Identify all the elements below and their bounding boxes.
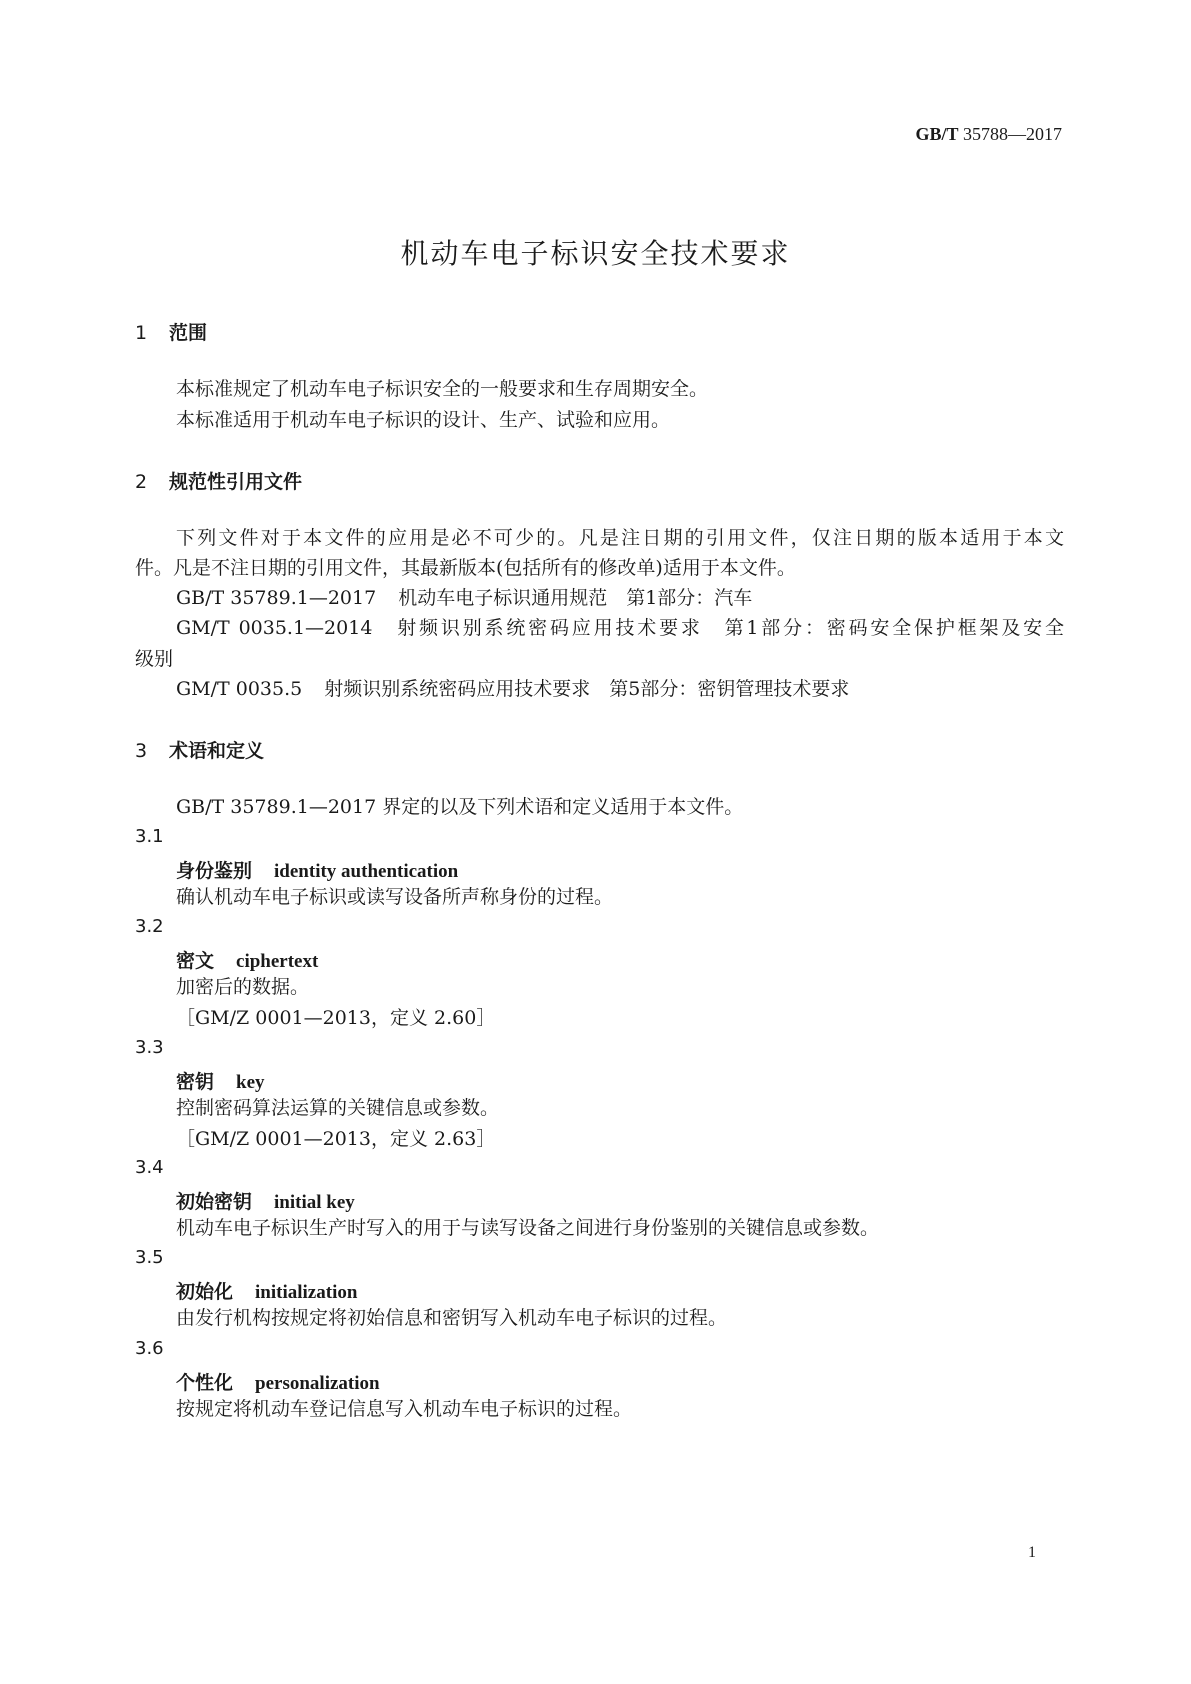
term-definition: 加密后的数据。 (176, 976, 310, 998)
page-number: 1 (1028, 1544, 1036, 1561)
term-definition: 控制密码算法运算的关键信息或参数。 (176, 1097, 500, 1119)
paragraph-continued: 件。凡是不注日期的引用文件，其最新版本(包括所有的修改单)适用于本文件。 (135, 557, 796, 579)
term-en: ciphertext (236, 951, 319, 972)
paragraph: 本标准规定了机动车电子标识安全的一般要求和生存周期安全。 (176, 378, 709, 400)
term-name (176, 1277, 357, 1304)
term-zh: 密文 (176, 950, 215, 972)
term-en: initial key (274, 1192, 355, 1213)
term-number: 3.6 (135, 1338, 164, 1359)
term-name (176, 1187, 355, 1214)
term-number: 3.3 (135, 1037, 164, 1058)
section-1-heading (135, 318, 207, 345)
term-zh: 身份鉴别 (176, 860, 253, 882)
paragraph: 下列文件对于本文件的应用是必不可少的。凡是注日期的引用文件，仅注日期的版本适用于本文 (176, 527, 1064, 549)
term-zh: 初始化 (176, 1281, 234, 1303)
document-title: 机动车电子标识安全技术要求 (400, 237, 791, 270)
section-3-heading (135, 736, 264, 763)
paragraph: 本标准适用于机动车电子标识的设计、生产、试验和应用。 (176, 409, 671, 431)
paragraph: GB/T 35789.1—2017 界定的以及下列术语和定义适用于本文件。 (176, 796, 744, 818)
term-name (176, 856, 458, 883)
reference-item (176, 673, 849, 705)
section-number: 3 (135, 740, 148, 762)
reference-code: GM/T 0035.5 (176, 678, 303, 700)
reference-code: GB/T 35789.1—2017 (176, 587, 377, 609)
term-name (176, 946, 318, 973)
reference-code: GM/T 0035.1—2014 (176, 617, 373, 639)
term-number: 3.4 (135, 1157, 164, 1178)
term-zh: 初始密钥 (176, 1191, 253, 1213)
section-number: 2 (135, 471, 148, 493)
term-en: identity authentication (274, 861, 459, 882)
section-number: 1 (135, 322, 148, 344)
section-title: 范围 (169, 322, 208, 344)
reference-title: 射频识别系统密码应用技术要求 第1部分：密码安全保护框架及安全 (394, 617, 1064, 639)
term-zh: 个性化 (176, 1372, 234, 1394)
term-en: initialization (255, 1282, 358, 1303)
reference-item (176, 612, 1064, 644)
term-source: ［GM/Z 0001—2013，定义 2.60］ (176, 1007, 496, 1029)
standard-number: 35788—2017 (963, 124, 1062, 144)
reference-title: 机动车电子标识通用规范 第1部分：汽车 (398, 587, 753, 609)
term-definition: 机动车电子标识生产时写入的用于与读写设备之间进行身份鉴别的关键信息或参数。 (176, 1217, 880, 1239)
section-title: 规范性引用文件 (169, 471, 303, 493)
term-definition: 确认机动车电子标识或读写设备所声称身份的过程。 (176, 886, 614, 908)
term-number: 3.1 (135, 826, 164, 847)
section-title: 术语和定义 (169, 740, 265, 762)
term-number: 3.2 (135, 916, 164, 937)
reference-title-continued: 级别 (135, 648, 174, 670)
term-name (176, 1067, 265, 1094)
reference-title: 射频识别系统密码应用技术要求 第5部分：密钥管理技术要求 (324, 678, 850, 700)
standard-prefix: GB/T (915, 124, 959, 144)
term-number: 3.5 (135, 1247, 164, 1268)
term-source: ［GM/Z 0001—2013，定义 2.63］ (176, 1128, 496, 1150)
term-en: personalization (255, 1373, 380, 1394)
term-definition: 由发行机构按规定将初始信息和密钥写入机动车电子标识的过程。 (176, 1307, 728, 1329)
reference-item (176, 582, 752, 614)
standard-code (915, 124, 1062, 145)
term-name (176, 1368, 380, 1395)
term-zh: 密钥 (176, 1071, 215, 1093)
term-en: key (236, 1072, 265, 1093)
term-definition: 按规定将机动车登记信息写入机动车电子标识的过程。 (176, 1398, 633, 1420)
section-2-heading (135, 467, 302, 494)
